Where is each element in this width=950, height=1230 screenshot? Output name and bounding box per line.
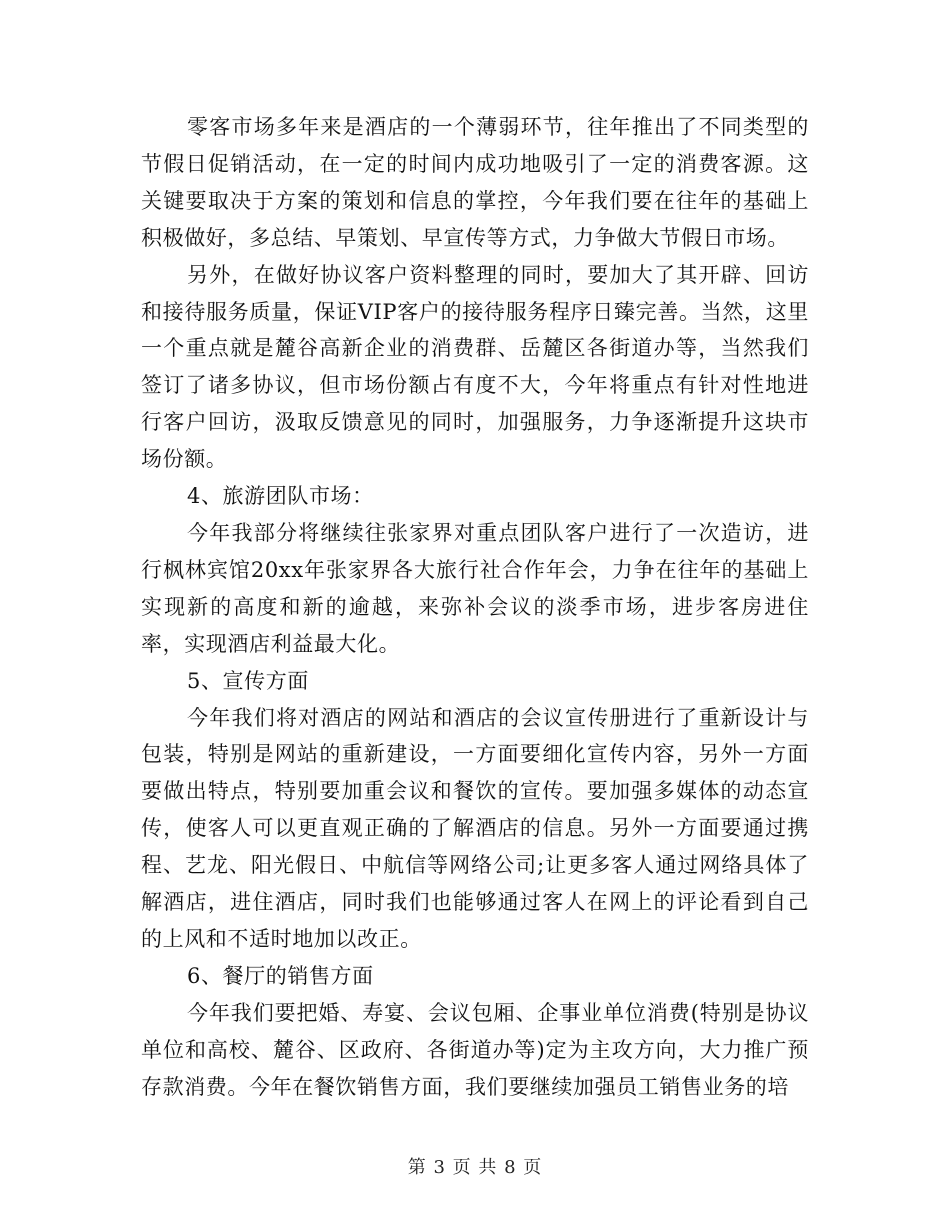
document-body: [141, 109, 809, 1105]
page-footer: 第 3 页 共 8 页: [407, 1157, 543, 1178]
paragraph-2: 另外，在做好协议客户资料整理的同时，要加大了其开辟、回访和接待服务质量，保证VIP客户的接待服务程序日臻完善。当然，这里一个重点就是麓谷高新企业的消费群、岳麓区各街道办等，当然我们签订了诸多协议，但市场份额占有度不大，今年将重点有针对性地进行客户回访，汲取反馈意见的同时，加强服务，力争逐渐提升这块市场份额。: [141, 262, 809, 472]
section-heading-5: 5、宣传方面: [187, 668, 309, 693]
section-heading-4: 4、旅游团队市场：: [187, 484, 374, 509]
paragraph-5: 今年我们要把婚、寿宴、会议包厢、企事业单位消费(特别是协议单位和高校、麓谷、区政府、各街道办等)定为主攻方向，大力推广预存款消费。今年在餐饮销售方面，我们要继续加强员工销售业务的培: [141, 1000, 809, 1099]
paragraph-3: 今年我部分将继续往张家界对重点团队客户进行了一次造访，进行枫林宾馆20xx年张家界各大旅行社合作年会，力争在往年的基础上实现新的高度和新的逾越，来弥补会议的淡季市场，进步客房进住率，实现酒店利益最大化。: [141, 520, 809, 656]
paragraph-1: 零客市场多年来是酒店的一个薄弱环节，往年推出了不同类型的节假日促销活动，在一定的时间内成功地吸引了一定的消费客源。这关键要取决于方案的策划和信息的掌控，今年我们要在往年的基础上积极做好，多总结、早策划、早宣传等方式，力争做大节假日市场。: [141, 115, 809, 250]
paragraph-4: 今年我们将对酒店的网站和酒店的会议宣传册进行了重新设计与包装，特别是网站的重新建设，一方面要细化宣传内容，另外一方面要做出特点，特别要加重会议和餐饮的宣传。要加强多媒体的动态宣传，使客人可以更直观正确的了解酒店的信息。另外一方面要通过携程、艺龙、阳光假日、中航信等网络公司;让更多客人通过网络具体了解酒店，进住酒店，同时我们也能够通过客人在网上的评论看到自己的上风和不适时地加以改正。: [141, 705, 809, 951]
section-heading-6: 6、餐厅的销售方面: [187, 963, 374, 988]
